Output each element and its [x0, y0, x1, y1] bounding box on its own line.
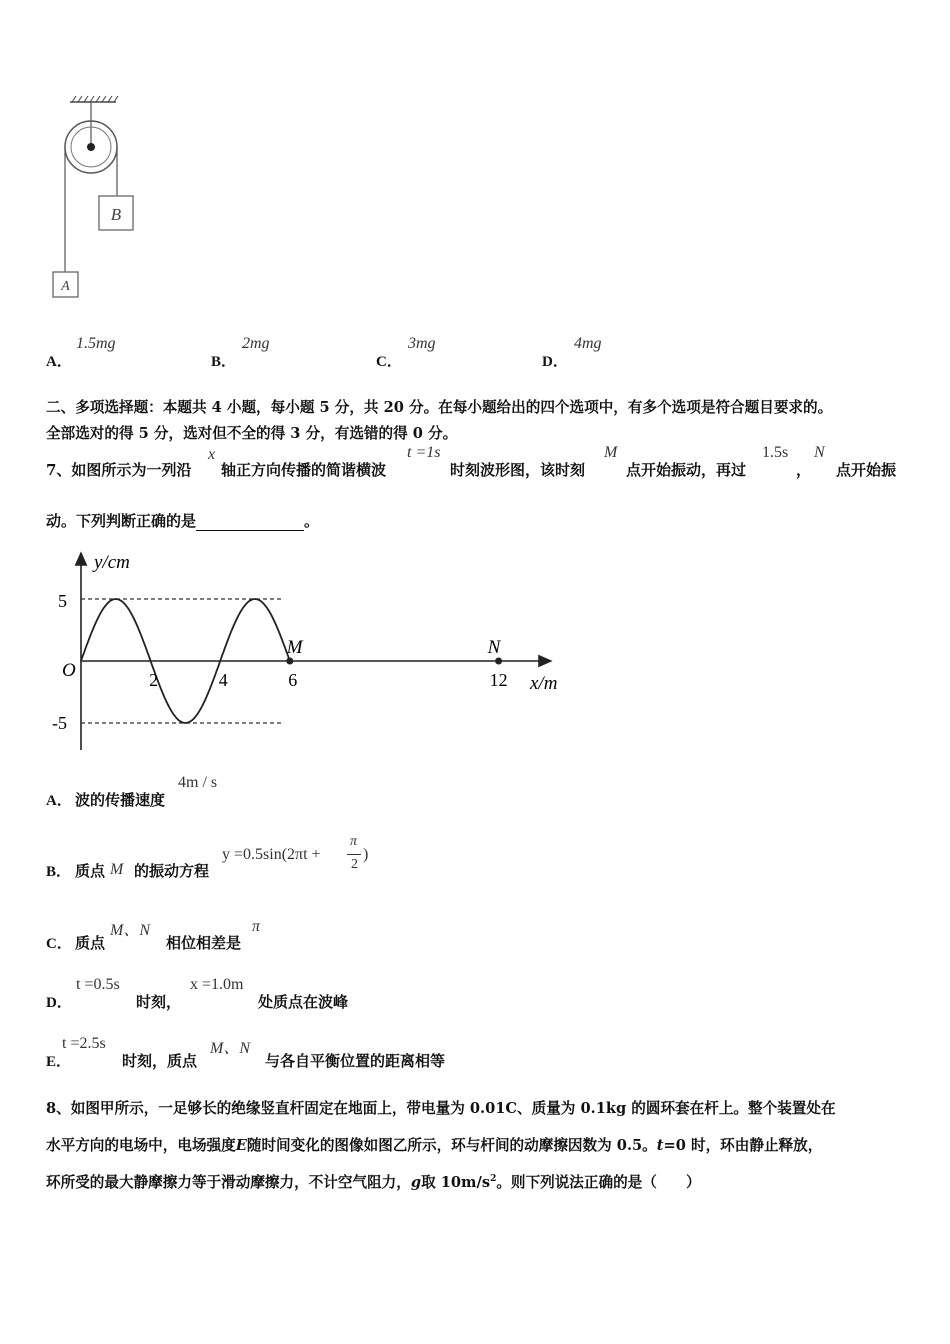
q7-option-b-frac-num: π [350, 834, 358, 849]
q7-option-b-text2: 的振动方程 [134, 862, 210, 880]
x-tick-label: 12 [489, 670, 508, 690]
y-tick-label: -5 [52, 713, 67, 733]
q7-option-d-t-expr: t =0.5s [76, 976, 120, 993]
section2-line1: 二、多项选择题：本题共 4 小题，每小题 5 分，共 20 分。在每小题给出的四个选项中，有多个选项是符合题目要求的。 [46, 399, 833, 416]
q7-option-b-expr: y =0.5sin(2πt + [222, 846, 321, 863]
q8-g-var: g [410, 1174, 422, 1191]
q7-text-6 [46, 510, 319, 531]
block-b-label: B [110, 205, 122, 224]
q7-option-b-m: M [110, 861, 124, 878]
q7-option-b-letter: B． [46, 864, 72, 880]
q7-option-e-text1: 时刻，质点 [122, 1052, 198, 1070]
q7-comma: ， [796, 461, 812, 479]
q7-option-e-text2: 与各自平衡位置的距离相等 [265, 1052, 446, 1070]
q6-option-c-letter: C． [376, 354, 402, 370]
x-axis-label: x/m [530, 673, 558, 694]
ceiling-hatch [70, 96, 118, 102]
q7-option-b-close: ) [363, 846, 369, 863]
q7-option-d-x-expr: x =1.0m [190, 976, 244, 993]
q7-option-c-letter: C． [46, 936, 72, 952]
q8-e-var: E [235, 1137, 247, 1154]
q6-option-b-letter: B． [211, 354, 237, 370]
x-tick-label: 4 [218, 670, 228, 690]
q8-line2-b: 随时间变化的图像如图乙所示，环与杆间的动摩擦因数为 0.5。 [246, 1137, 657, 1154]
q7-option-b-frac-bar [347, 854, 361, 855]
q7-option-c-text2: 相位相差是 [166, 934, 242, 952]
q8-superscript: 2 [490, 1174, 497, 1185]
point-m-marker [286, 658, 293, 665]
q7-text-6-end: 。 [304, 512, 320, 530]
q7-option-c-pi: π [252, 918, 261, 935]
q7-text-1: 7、如图所示为一列沿 [46, 461, 192, 479]
point-n-label: N [487, 637, 501, 658]
q8-line2 [46, 1134, 822, 1155]
q7-option-a-letter: A． [46, 793, 72, 809]
q7-t-expr: t =1s [407, 444, 441, 461]
q7-option-e-t-expr: t =2.5s [62, 1035, 106, 1052]
q8-line2-a: 水平方向的电场中，电场强度 [46, 1137, 236, 1154]
pulley-figure [48, 92, 148, 302]
q7-option-d-letter: D． [46, 995, 72, 1011]
q7-n-var: N [814, 444, 825, 461]
q6-option-c-value: 3mg [408, 335, 436, 352]
origin-label: O [62, 660, 76, 681]
section2-line2: 全部选对的得 5 分，选对但不全的得 3 分，有选错的得 0 分。 [46, 425, 458, 442]
q8-line3-b: 取 10m/s [421, 1174, 491, 1191]
q6-option-d-value: 4mg [574, 335, 602, 352]
wave-chart [48, 545, 578, 755]
point-n-marker [495, 658, 502, 665]
q7-text-6-content: 动。下列判断正确的是 [46, 512, 197, 530]
q8-line3 [46, 1171, 701, 1192]
q7-option-a-expr: 4m / s [178, 774, 218, 791]
q7-option-c-text1: 质点 [75, 934, 106, 952]
q6-option-a-letter: A． [46, 354, 72, 370]
q6-option-b-value: 2mg [242, 335, 270, 352]
q7-option-e-letter: E． [46, 1054, 72, 1070]
x-tick-label: 6 [288, 670, 298, 690]
q7-x-var: x [208, 446, 216, 463]
q7-option-c-mn: M、N [110, 922, 151, 939]
q6-option-d-letter: D． [542, 354, 568, 370]
point-m-label: M [286, 637, 303, 658]
q7-text-3: 时刻波形图，该时刻 [450, 461, 586, 479]
y-tick-label: 5 [58, 591, 67, 611]
q8-line1: 8、如图甲所示，一足够长的绝缘竖直杆固定在地面上，带电量为 0.01C、质量为 0.1kg 的圆环套在杆上。整个装置处在 [46, 1100, 836, 1117]
q6-option-a-value: 1.5mg [76, 335, 116, 352]
q8-line3-c: 。则下列说法正确的是（ ） [496, 1174, 701, 1191]
q7-text-4: 点开始振动，再过 [626, 461, 747, 479]
q8-line3-a: 环所受的最大静摩擦力等于滑动摩擦力，不计空气阻力， [46, 1174, 411, 1191]
q7-option-b-text1: 质点 [75, 862, 106, 880]
q8-line2-c: =0 时，环由静止释放， [663, 1137, 823, 1154]
q7-option-d-text1: 时刻， [136, 993, 182, 1011]
q7-option-d-text2: 处质点在波峰 [258, 993, 349, 1011]
block-a-label: A [61, 279, 70, 294]
q7-option-b-frac-den: 2 [351, 857, 358, 872]
q7-time: 1.5s [762, 444, 789, 461]
x-tick-label: 2 [149, 670, 159, 690]
q7-option-a-text: 波的传播速度 [75, 791, 166, 809]
q7-text-2: 轴正方向传播的简谐横波 [221, 461, 387, 479]
q7-text-5: 点开始振 [836, 461, 897, 479]
q7-m-var: M [604, 444, 618, 461]
y-axis-label: y/cm [94, 552, 130, 573]
q7-option-e-mn: M、N [210, 1040, 251, 1057]
q8-t-var: t [656, 1137, 664, 1154]
answer-blank [196, 516, 304, 531]
pulley-axle [87, 143, 95, 151]
